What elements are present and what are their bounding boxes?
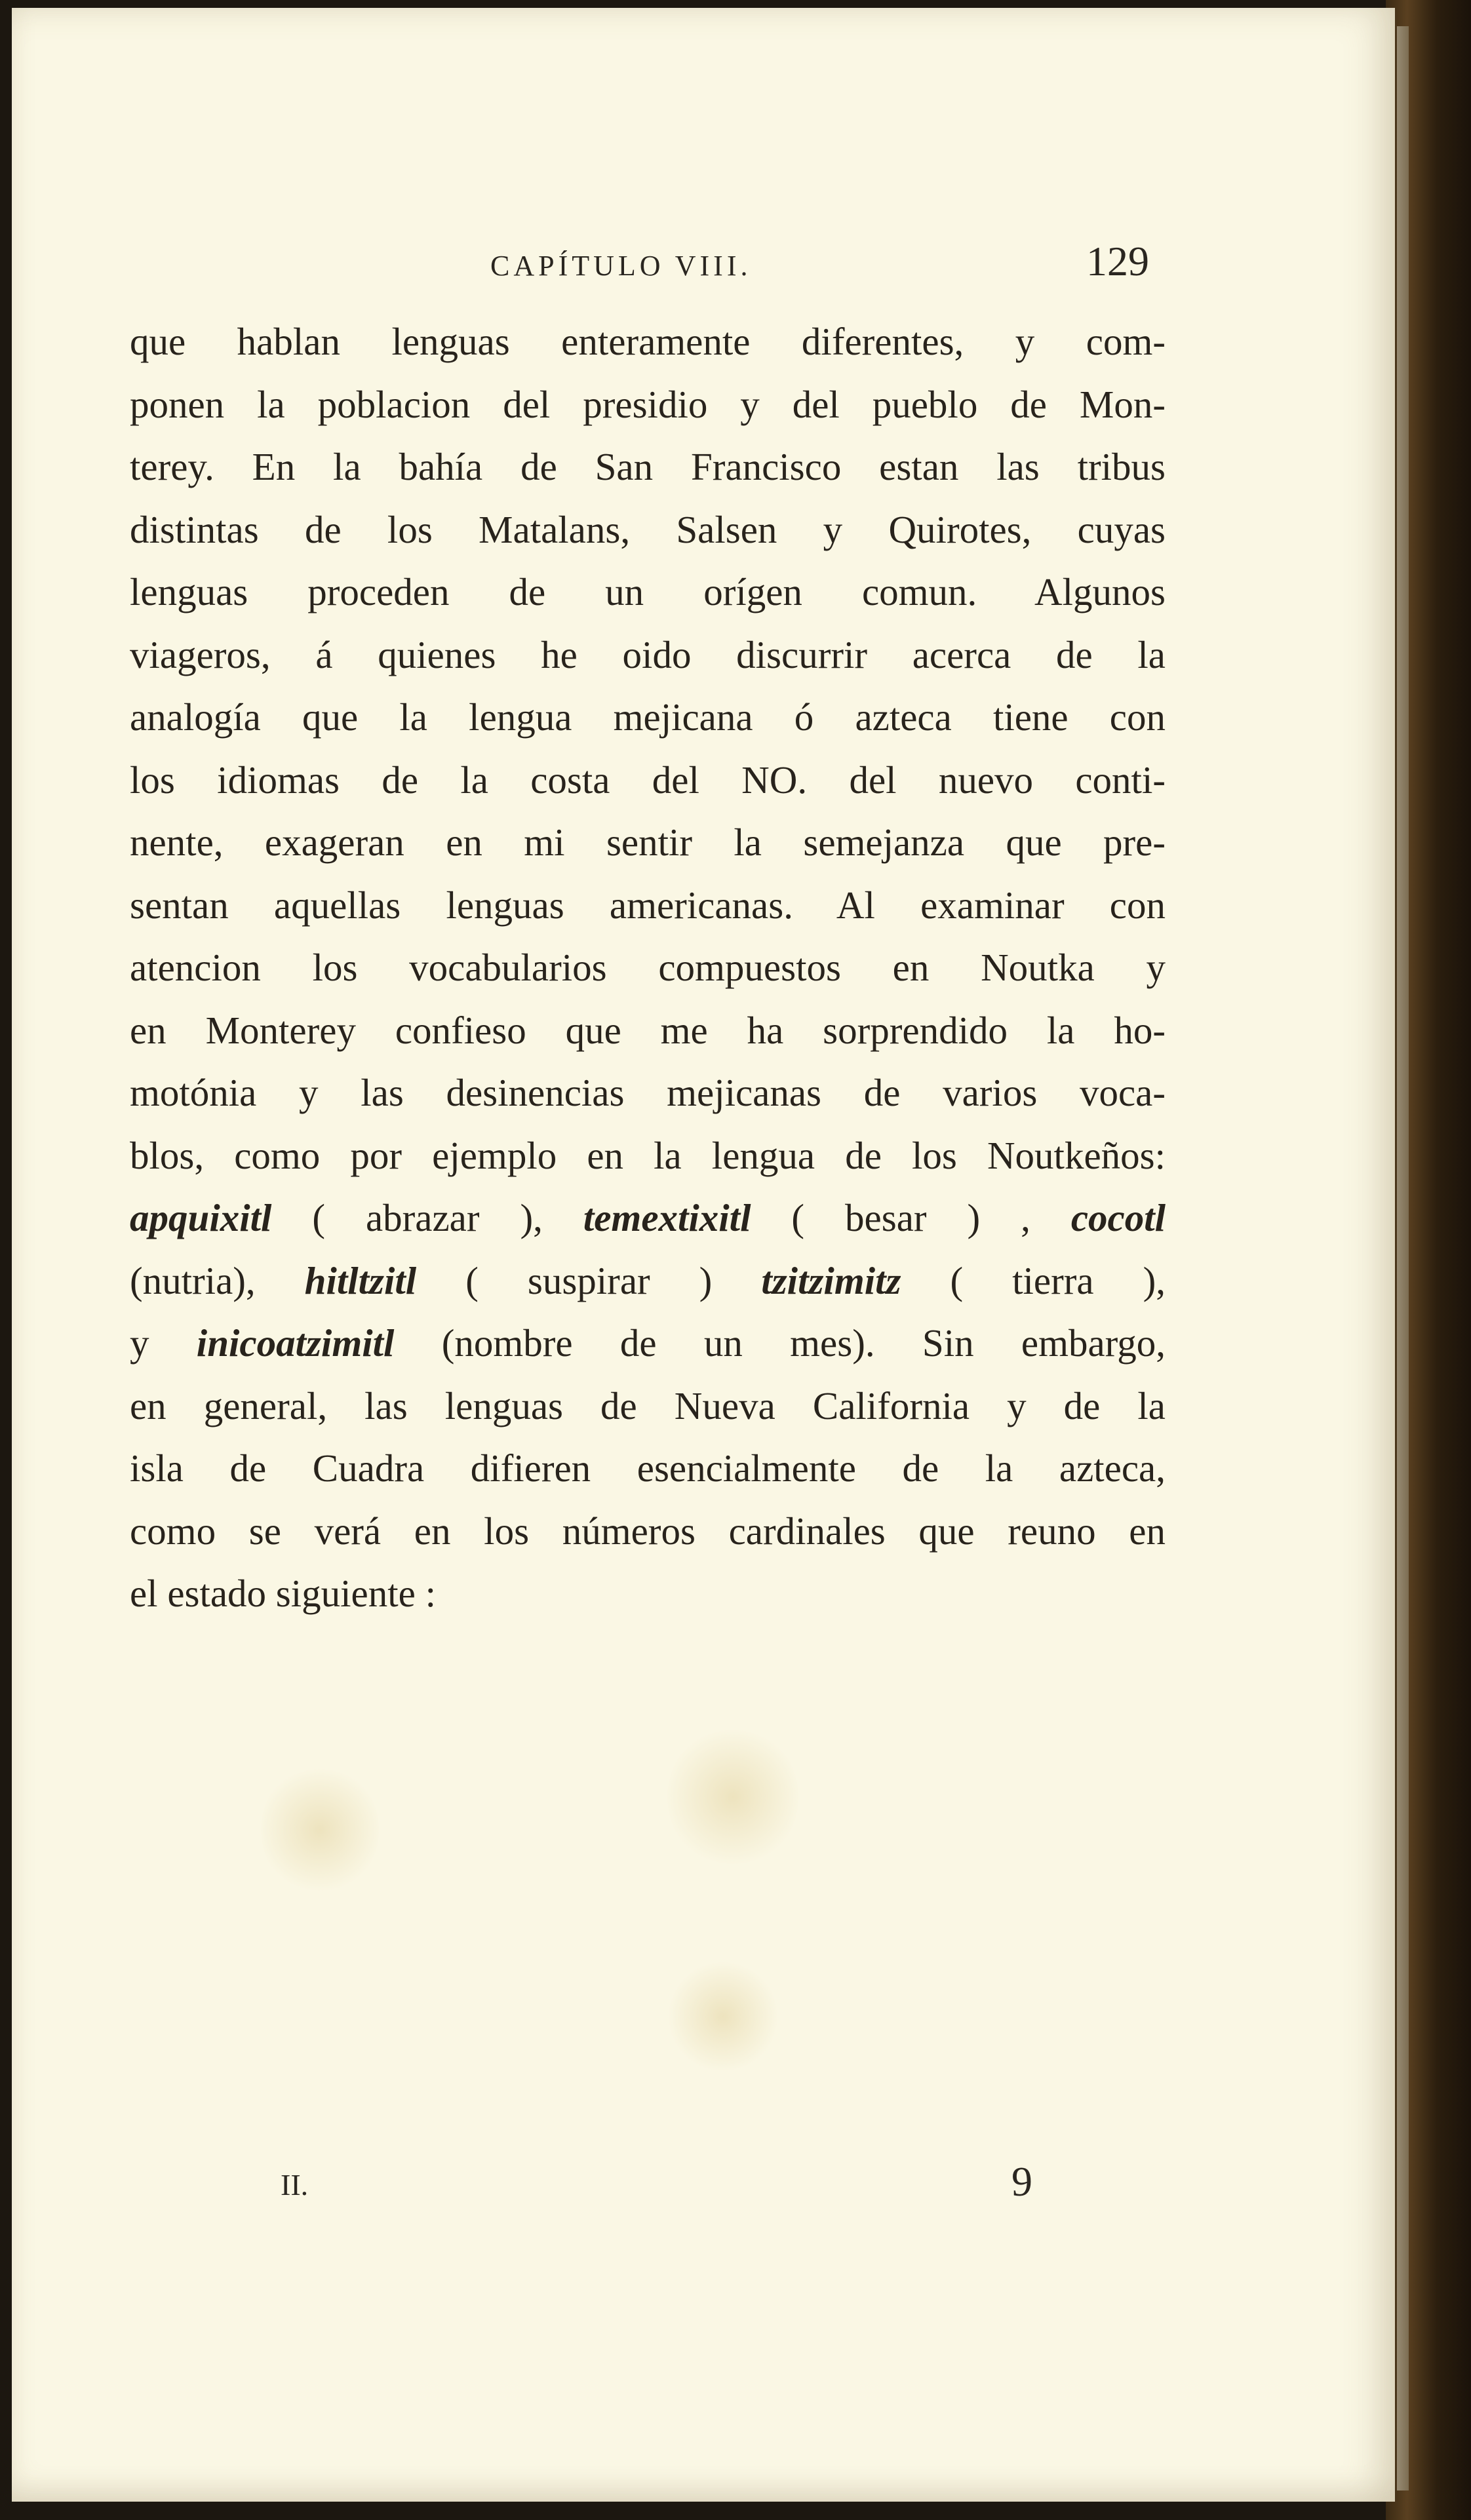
running-head (120, 237, 1169, 303)
text-segment: terey. En la bahía de San Francisco estan las tribus (130, 445, 1166, 488)
text-line (130, 436, 1166, 499)
text-segment: como se verá en los números cardinales que reuno en (130, 1509, 1166, 1553)
italic-term: inicoatzimitl (196, 1321, 395, 1365)
text-segment: ( suspirar ) (416, 1258, 762, 1302)
text-segment: ( abrazar ), (271, 1196, 583, 1239)
text-line (130, 374, 1166, 436)
signature-mark: II. (281, 2168, 309, 2201)
text-line (130, 1500, 1166, 1563)
italic-term: hitltzitl (304, 1258, 417, 1302)
text-segment: ( tierra ), (901, 1258, 1166, 1302)
text-line (130, 561, 1166, 624)
text-segment: viageros, á quienes he oido discurrir acerca de la (130, 632, 1166, 676)
text-segment: ( besar ) , (751, 1196, 1071, 1239)
text-line (130, 499, 1166, 562)
text-segment: nente, exageran en mi sentir la semejanza que pre- (130, 821, 1166, 864)
foxing-stain (667, 1961, 779, 2072)
page-number: 129 (1086, 238, 1149, 284)
text-line (130, 686, 1166, 749)
text-line (130, 937, 1166, 999)
text-segment: isla de Cuadra difieren esencialmente de la azteca, (130, 1446, 1166, 1490)
text-segment: lenguas proceden de un orígen comun. Algunos (130, 570, 1166, 613)
text-line (130, 1375, 1166, 1438)
running-head-title: CAPÍTULO VIII. (490, 250, 752, 282)
text-line (130, 749, 1166, 812)
text-segment: analogía que la lengua mejicana ó azteca tiene con (130, 695, 1166, 739)
body-text (130, 311, 1166, 1625)
book-page (12, 8, 1395, 2502)
text-segment: blos, como por ejemplo en la lengua de los Noutkeños: (130, 1133, 1166, 1177)
text-line (130, 811, 1166, 874)
text-segment: y (130, 1321, 197, 1365)
text-segment: ponen la poblacion del presidio y del pueblo de Mon- (130, 382, 1166, 426)
text-line (130, 1312, 1166, 1375)
text-line (130, 1125, 1166, 1188)
italic-term: cocotl (1070, 1196, 1166, 1239)
italic-term: apquixitl (130, 1196, 272, 1239)
sheet-number: 9 (1011, 2158, 1032, 2205)
text-segment: que hablan lenguas enteramente diferentes, y com- (130, 320, 1166, 363)
text-line (130, 874, 1166, 937)
text-segment: (nombre de un mes). Sin embargo, (394, 1321, 1166, 1365)
text-segment: el estado siguiente : (130, 1572, 436, 1615)
italic-term: temextixitl (583, 1196, 751, 1239)
text-segment: sentan aquellas lenguas americanas. Al examinar con (130, 883, 1166, 927)
text-line (130, 311, 1166, 374)
text-line (130, 1437, 1166, 1500)
text-segment: atencion los vocabularios compuestos en Noutka y (130, 946, 1166, 989)
text-line (130, 1250, 1166, 1313)
text-line (130, 624, 1166, 687)
text-segment: los idiomas de la costa del NO. del nuevo conti- (130, 758, 1166, 802)
foxing-stain (261, 1764, 379, 1895)
italic-term: tzitzimitz (761, 1258, 901, 1302)
text-line (130, 1187, 1166, 1250)
text-line (130, 1562, 1166, 1625)
text-segment: distintas de los Matalans, Salsen y Quirotes, cuyas (130, 507, 1166, 551)
text-line (130, 999, 1166, 1062)
text-segment: motónia y las desinencias mejicanas de varios voca- (130, 1071, 1166, 1114)
page-edges (1397, 26, 1409, 2491)
text-segment: en general, las lenguas de Nueva California y de la (130, 1384, 1166, 1427)
text-line (130, 1062, 1166, 1125)
foxing-stain (667, 1725, 798, 1869)
text-segment: (nutria), (130, 1258, 305, 1302)
text-segment: en Monterey confieso que me ha sorprendido la ho- (130, 1008, 1166, 1052)
